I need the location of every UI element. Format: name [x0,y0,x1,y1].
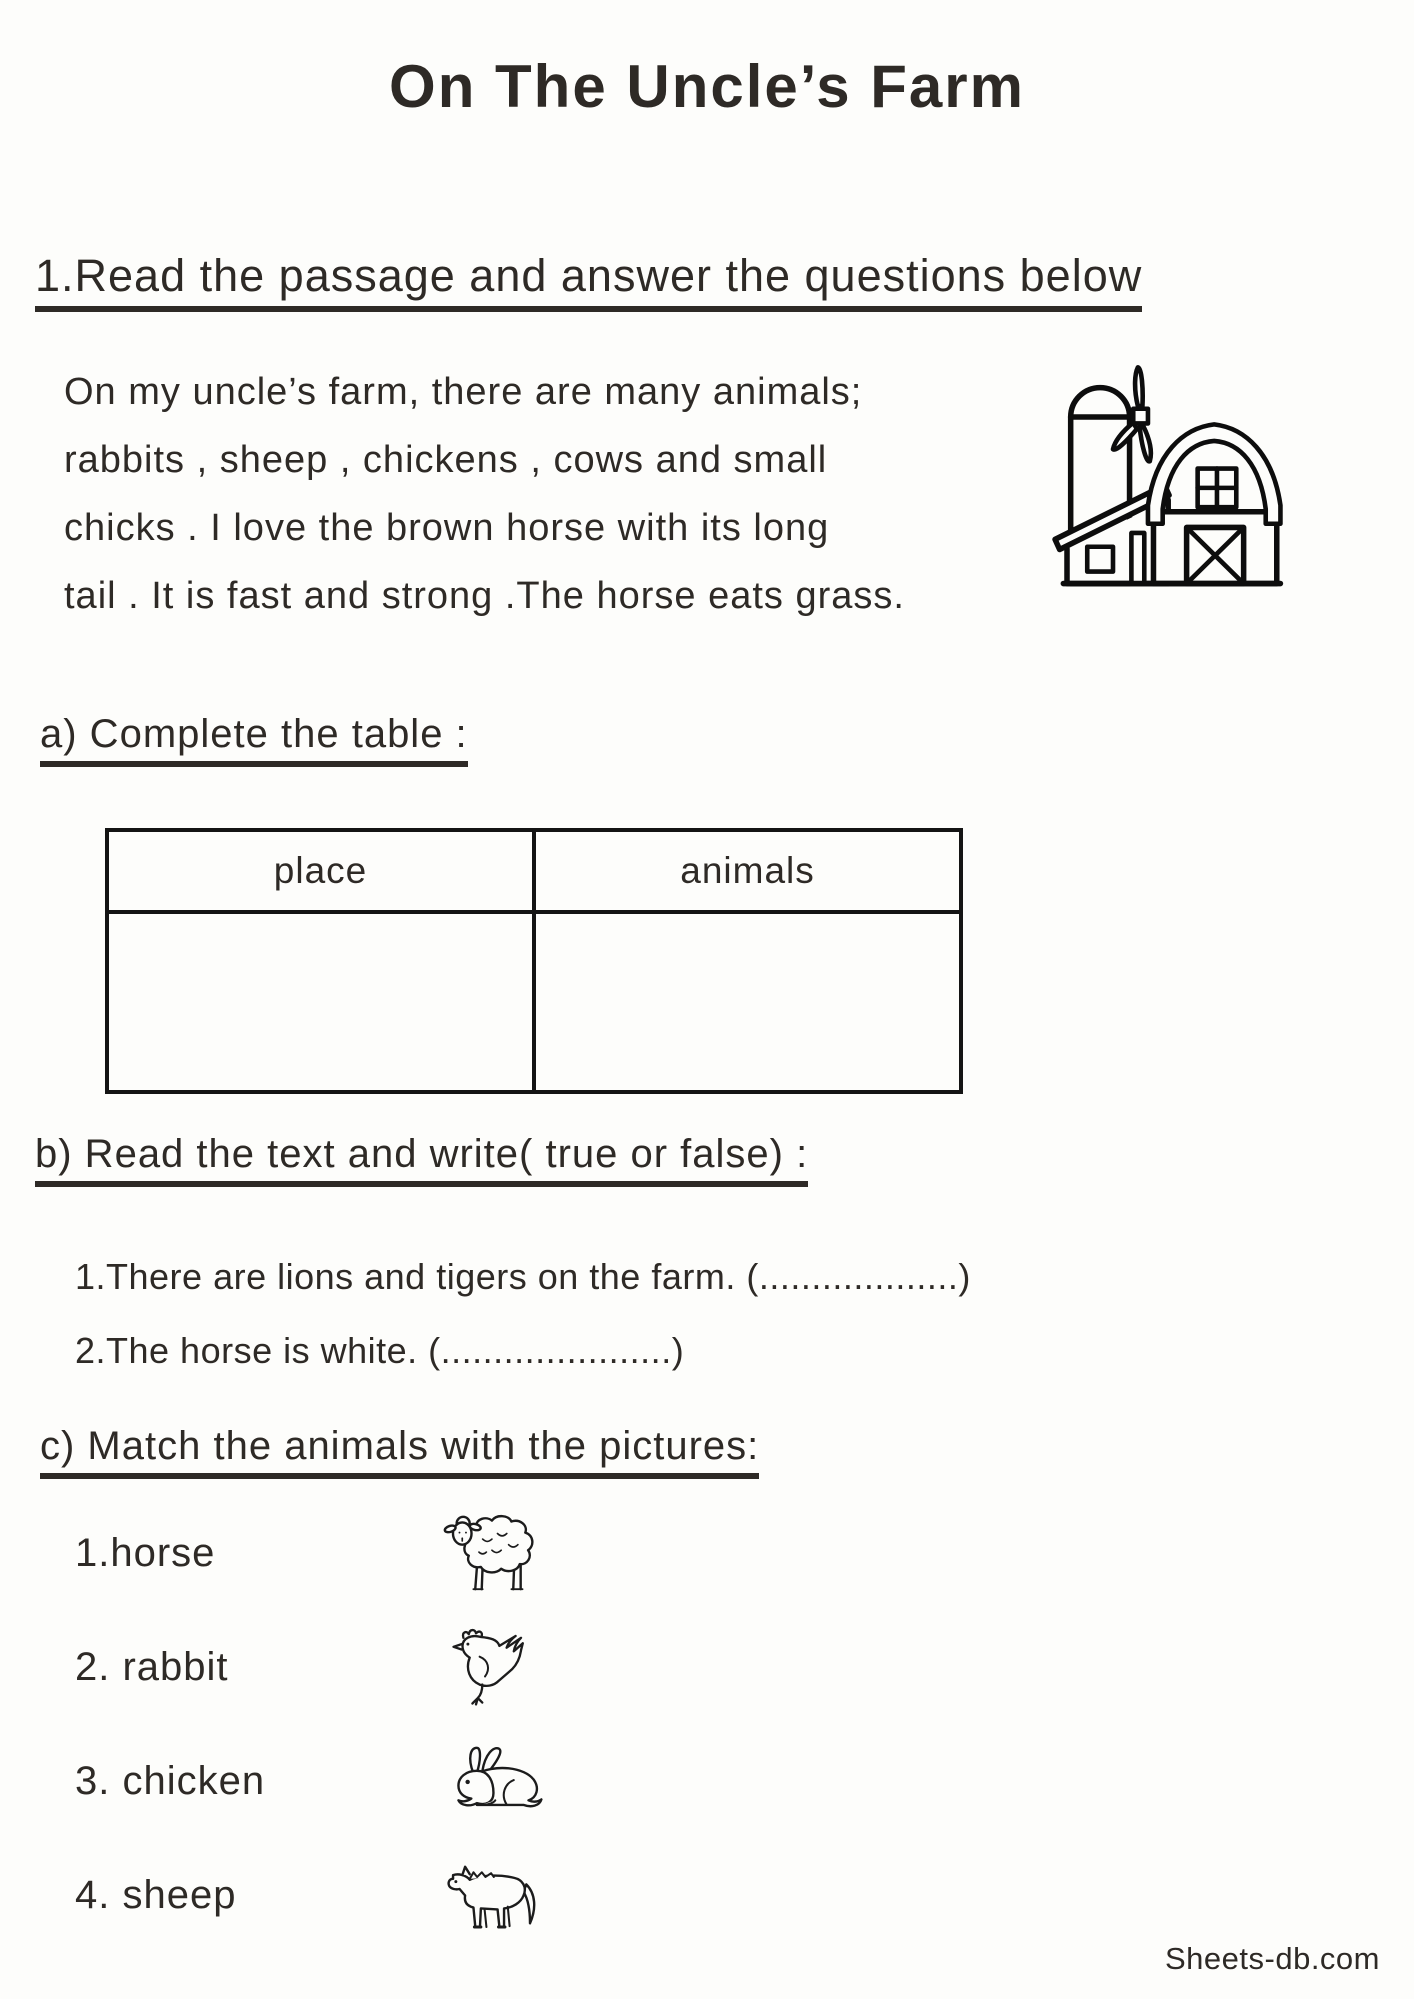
barn-icon [1030,360,1288,590]
match-row-3 [75,1724,546,1838]
passage-line: chicks . I love the brown horse with its long [64,507,830,549]
match-row-4 [75,1838,546,1952]
true-false-item-2[interactable]: 2.The horse is white. (......................) [75,1330,685,1371]
horse-icon[interactable] [440,1851,544,1940]
match-label-chicken[interactable]: 3. chicken [75,1758,266,1803]
rabbit-icon[interactable] [440,1745,546,1817]
match-label-sheep[interactable]: 4. sheep [75,1872,237,1917]
match-row-2 [75,1610,546,1724]
passage-line: rabbits , sheep , chickens , cows and small [64,439,828,481]
part-c-heading: c) Match the animals with the pictures: [40,1424,759,1469]
passage-line: tail . It is fast and strong .The horse eats grass. [64,575,905,617]
table-header-animals: animals [680,850,815,891]
table-cell-place-answer[interactable] [109,914,536,1090]
match-label-rabbit[interactable]: 2. rabbit [75,1644,229,1689]
part-a-heading: a) Complete the table : [40,712,468,757]
match-label-horse[interactable]: 1.horse [75,1530,216,1575]
table-header-row [109,832,959,914]
footer-watermark: Sheets-db.com [1165,1941,1380,1976]
worksheet-title: On The Uncle’s Farm [389,53,1025,120]
passage-line: On my uncle’s farm, there are many animals; [64,371,863,413]
true-false-items [75,1240,971,1388]
table-body-row [109,914,959,1090]
match-list [75,1496,546,1952]
reading-passage [64,358,1034,630]
true-false-item-1[interactable]: 1.There are lions and tigers on the farm. (...................) [75,1256,971,1297]
chicken-icon[interactable] [440,1626,530,1709]
complete-table [105,828,963,1094]
match-row-1 [75,1496,546,1610]
table-cell-animals-answer[interactable] [536,914,959,1090]
part-b-heading: b) Read the text and write( true or false) : [35,1132,808,1177]
section1-heading: 1.Read the passage and answer the questions below [35,250,1142,302]
table-header-place: place [109,832,536,910]
sheep-icon[interactable] [440,1511,542,1595]
